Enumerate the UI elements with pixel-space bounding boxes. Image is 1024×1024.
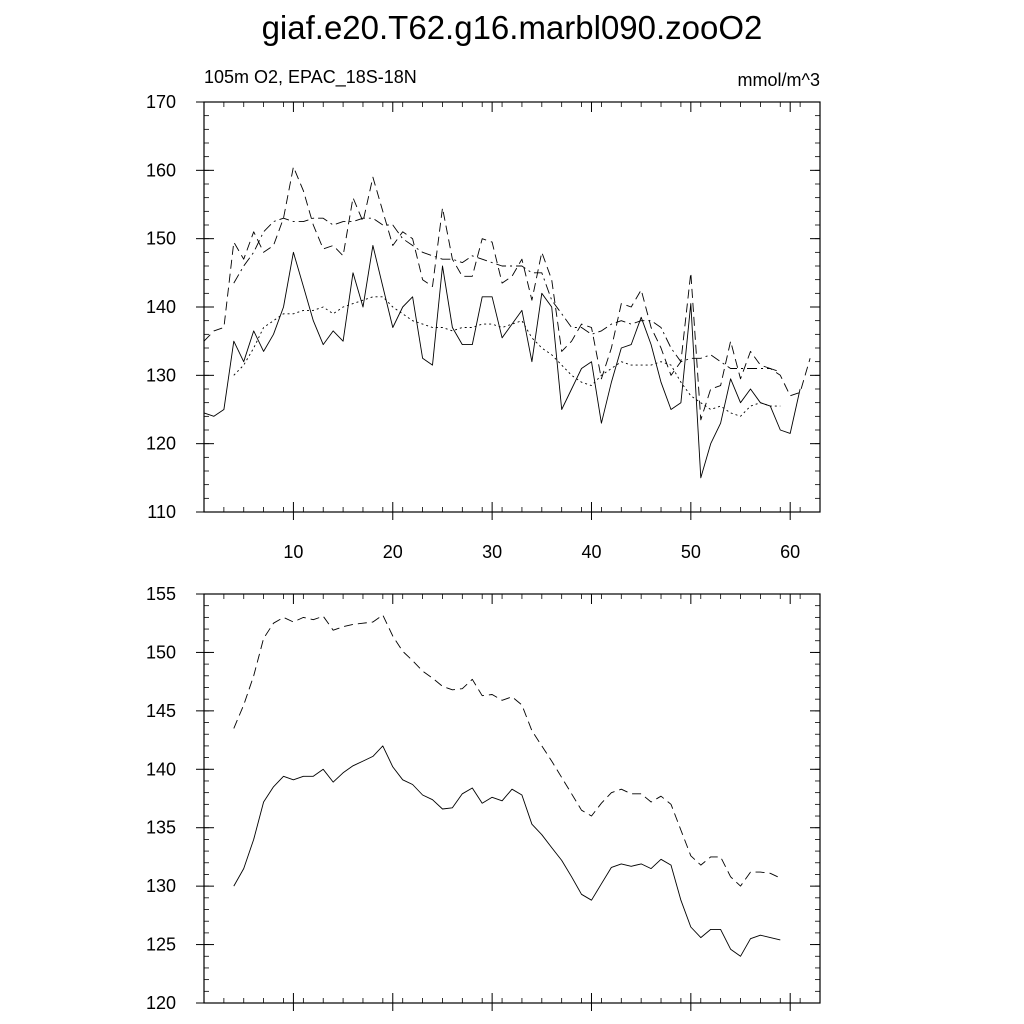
plot-frame <box>204 102 820 512</box>
series-line-solid <box>234 746 781 956</box>
x-tick-label: 40 <box>581 542 602 562</box>
x-tick-label: 10 <box>283 542 304 562</box>
chart-title: giaf.e20.T62.g16.marbl090.zooO2 <box>261 9 763 46</box>
y-tick-label: 155 <box>145 584 176 604</box>
x-tick-label: 60 <box>780 542 801 562</box>
series-line-dashed <box>204 167 810 420</box>
x-tick-label: 20 <box>382 542 403 562</box>
y-tick-label: 140 <box>145 759 176 780</box>
top-panel <box>146 92 820 562</box>
y-tick-label: 150 <box>145 642 176 663</box>
series-line-dotted <box>234 297 781 417</box>
panel-top-left-label: 105m O2, EPAC_18S-18N <box>204 67 417 87</box>
y-tick-label: 145 <box>145 700 176 721</box>
panel-units-label: mmol/m^3 <box>737 70 820 90</box>
y-tick-label: 140 <box>145 297 176 317</box>
y-tick-label: 170 <box>145 92 176 112</box>
plot-frame <box>204 594 820 1003</box>
series-line-solid <box>204 246 800 478</box>
x-tick-label: 30 <box>482 542 503 562</box>
bottom-panel <box>146 584 820 1013</box>
y-tick-label: 110 <box>147 502 176 522</box>
y-tick-label: 160 <box>145 160 176 181</box>
x-tick-label: 50 <box>680 542 701 562</box>
y-tick-label: 130 <box>145 365 176 386</box>
y-tick-label: 150 <box>145 228 176 249</box>
y-tick-label: 130 <box>145 876 176 897</box>
series-line-dashed <box>234 615 781 886</box>
series-line-dash-dot <box>234 218 781 372</box>
y-tick-label: 135 <box>145 817 176 838</box>
y-tick-label: 120 <box>145 993 176 1013</box>
y-tick-label: 120 <box>145 433 176 454</box>
y-tick-label: 125 <box>145 934 176 955</box>
